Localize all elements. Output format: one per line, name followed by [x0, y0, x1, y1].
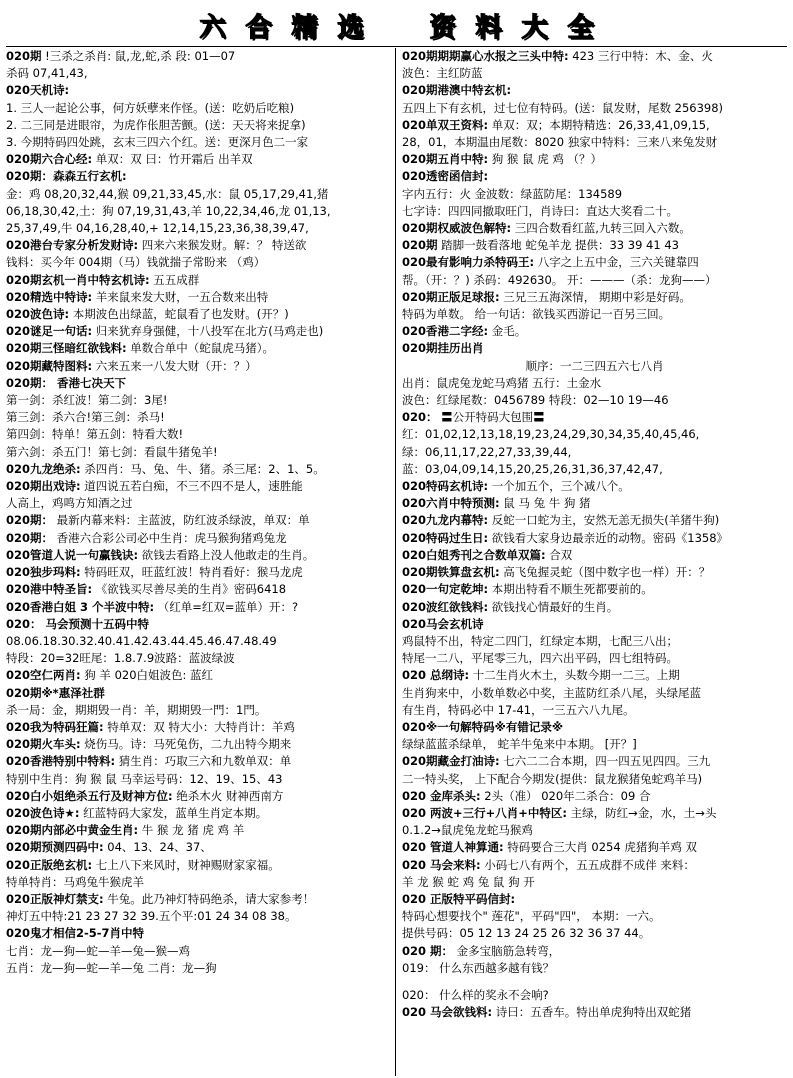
line-heading: 020空仁两肖:	[6, 668, 81, 683]
line-text: 牛兔。此乃神灯特码绝杀，请大家参考！	[103, 891, 315, 906]
line-text: 三四合数看红蓝,九转三回入六数。	[511, 221, 691, 236]
line-text: 羊 龙 猴 蛇 鸡 兔 鼠 狗 开	[402, 874, 535, 889]
line-text: 3. 今期特码四处跳，玄末三四六个红。送：更深月色二一家	[6, 135, 309, 150]
line-text: 波色：主红防蓝	[402, 66, 483, 81]
right-column-line	[402, 667, 787, 684]
right-column-line	[402, 168, 787, 185]
left-column-line	[6, 874, 391, 891]
left-column-line	[6, 753, 391, 770]
line-text: 道四说五若白痴，不三不四不是人，速胜能	[80, 479, 303, 494]
right-column-line	[402, 736, 787, 753]
right-column-line	[402, 444, 787, 461]
line-text: 单数合单中（蛇鼠虎马猪）。	[126, 341, 275, 356]
line-heading: 020： 马会预测十五码中特	[6, 616, 150, 631]
line-text: 提供号码：05 12 13 24 25 26 32 36 37 44。	[402, 926, 651, 941]
line-heading: 020 总纲诗:	[402, 668, 470, 683]
line-text: 有生肖，特码必中 17-41，一三五六八九尾。	[402, 702, 635, 717]
right-column-line	[402, 323, 787, 340]
line-text: 十二生肖火木土，头数今期一二三。上期	[469, 668, 680, 683]
line-text: 第三剑：杀六合!第三剑：杀马!	[6, 410, 165, 425]
line-text: 三兄三五海深情， 期期中彩是好码。	[499, 289, 691, 304]
right-column-line	[402, 925, 787, 942]
right-column-line	[402, 100, 787, 117]
line-text: 羊来鼠来发大财，一五合数来出特	[92, 289, 269, 304]
left-column-line	[6, 203, 391, 220]
line-text: 猜生肖：巧取三六和九数单双：单	[115, 754, 292, 769]
left-column-line	[6, 375, 391, 392]
line-text: 踏脚一鼓看落地 蛇兔羊龙 提供：33 39 41 43	[437, 238, 679, 253]
line-heading: 020期期期赢心水报之三头中特:	[402, 49, 569, 63]
right-column-line	[402, 908, 787, 925]
right-column-line	[402, 220, 787, 237]
left-column-line	[6, 306, 391, 323]
title-character: 全	[567, 12, 594, 43]
line-text: 红：01,02,12,13,18,19,23,24,29,30,34,35,40,45,46,	[402, 427, 700, 442]
left-column-line	[6, 857, 391, 874]
left-column-line	[6, 461, 391, 478]
left-column-line	[6, 667, 391, 684]
line-text: 四来六来猴发财。解：？ 特送欲	[138, 238, 307, 253]
line-text: 1. 三人一起论公事，何方妖孽来作怪。(送：吃奶后吃粮)	[6, 100, 295, 115]
line-heading: 020期港澳中特玄机:	[402, 83, 512, 98]
line-text: 25,37,49,牛 04,16,28,40,+ 12,14,15,23,36,38,39,47,	[6, 221, 309, 236]
line-text: 出肖：鼠虎兔龙蛇马鸡猪 五行：土金水	[402, 375, 602, 390]
right-column-line	[402, 134, 787, 151]
line-text: 小码七八有两个，五五成群不成伴 来料：	[480, 857, 695, 872]
line-text: 香港六合彩公司必中生肖：虎马猴狗猪鸡兔龙	[53, 530, 287, 545]
line-text: 绝杀木火 财神西南方	[172, 788, 284, 803]
line-text: 特码为单数。 给一句话：欲钱买西游记一百另三回。	[402, 307, 671, 322]
right-column-line	[402, 547, 787, 564]
line-text: 金毛。	[488, 324, 527, 339]
line-heading: 020期	[6, 49, 42, 63]
line-text: 合双	[545, 547, 573, 562]
line-text: 生肖狗来中，小数单数必中奖，主蓝防红杀八尾，头绿尾蓝	[402, 685, 701, 700]
line-text: 波色：红绿尾数：0456789 特段：02—10 19—46	[402, 393, 669, 408]
line-heading: 020 马会欲钱料:	[402, 1005, 493, 1020]
right-column-line	[402, 512, 787, 529]
right-column-line	[402, 495, 787, 512]
right-column-line	[402, 151, 787, 168]
line-text: 七肖：龙—狗—蛇—羊—兔—猴—鸡	[6, 943, 190, 958]
left-column-line	[6, 426, 391, 443]
right-column-line	[402, 478, 787, 495]
line-heading: 020透密函信封:	[402, 169, 489, 184]
line-text: 特尾一二八，平尾零三九，四六出平码，四七组特码。	[402, 651, 678, 666]
line-text: 狗 羊 020白姐波色: 蓝红	[80, 668, 214, 683]
line-heading: 020期三怪暗红欲钱料:	[6, 341, 127, 356]
line-text: 杀四肖：马、兔、牛、猪。杀三尾：2、1、5。	[80, 461, 325, 476]
line-heading: 020香港白姐 3 个半波中特:	[6, 599, 155, 614]
line-text: 特段：20=32旺尾：1.8.7.9波路：蓝波绿波	[6, 651, 235, 666]
right-column-line	[402, 82, 787, 99]
line-heading: 020期预测四码中:	[6, 840, 104, 855]
line-text: 五五成群	[149, 272, 200, 287]
line-text: 28，01，本期温由尾数：8020 独家中特料：三来八来兔发财	[402, 135, 718, 150]
line-heading: 020：	[402, 410, 438, 425]
line-heading: 020谜足一句话:	[6, 324, 93, 339]
left-column-line	[6, 289, 391, 306]
right-column-line	[402, 186, 787, 203]
line-text: 08.06.18.30.32.40.41.42.43.44.45.46.47.48.49	[6, 633, 277, 648]
left-column-line	[6, 82, 391, 99]
left-column-line	[6, 633, 391, 650]
left-column-line	[6, 822, 391, 839]
right-column-line	[402, 685, 787, 702]
right-column-line	[402, 771, 787, 788]
right-column-line	[402, 857, 787, 874]
left-column-line	[6, 117, 391, 134]
left-column-line	[6, 547, 391, 564]
left-column-line	[6, 736, 391, 753]
line-heading: 020期藏金打油诗:	[402, 754, 500, 769]
line-text: 金：鸡 08,20,32,44,猴 09,21,33,45,水：鼠 05,17,29,41,猪	[6, 186, 329, 201]
right-column-line	[402, 461, 787, 478]
line-text: 顺序：一二三四五六七八肖	[525, 358, 664, 373]
right-column-line	[402, 272, 787, 289]
right-column-line	[402, 306, 787, 323]
line-heading: 020期： 香港七决天下	[6, 375, 127, 390]
line-text: 本期波色出绿蓝，蛇鼠看了也发财。(开？)	[69, 307, 289, 322]
line-text: 反蛇一口蛇为主，安然无恙无损失(羊猪牛狗)	[488, 513, 720, 528]
right-column-line	[402, 564, 787, 581]
left-column-line	[6, 771, 391, 788]
right-column-line	[402, 839, 787, 856]
right-column-line	[402, 254, 787, 271]
line-text: 主绿，防红→金，水，土→头	[567, 805, 717, 820]
line-text: 单双：双；本期特精选：26,33,41,09,15,	[488, 117, 710, 132]
right-column-line	[402, 392, 787, 409]
line-text: 杀一局：金，期期毁一肖：羊，期期毁一門：1門。	[6, 702, 267, 717]
line-text: 第六剑：杀五门！第七剑：看鼠牛猪兔羊!	[6, 444, 218, 459]
line-text: 特单特肖：马鸡兔牛猴虎羊	[6, 874, 144, 889]
right-column-line	[402, 117, 787, 134]
line-text: 杀码 07,41,43,	[6, 66, 88, 81]
line-text: 绿绿蓝蓝杀绿单， 蛇羊牛兔来中本期。 [开？]	[402, 737, 637, 752]
line-text: 鸡鼠特不出，特定二四门，红绿定本期，七配三八出；	[402, 633, 678, 648]
right-column-line	[402, 987, 787, 1004]
line-heading: 020波红欲钱料:	[402, 599, 489, 614]
right-column-line	[402, 650, 787, 667]
title-character: 大	[521, 12, 548, 43]
line-text: 七上八下来风时，财神赐财家家福。	[92, 857, 280, 872]
line-text: 2. 二三同是进眼帘，为虎作伥胆苦颤。(送：天天将来捉拿)	[6, 117, 306, 132]
line-heading: 020港中特圣旨:	[6, 582, 93, 597]
line-text: 烧伤马。诗：马死兔伤，二九出特今期来	[80, 737, 292, 752]
right-column-line	[402, 289, 787, 306]
left-column-line	[6, 650, 391, 667]
line-text: 鼠 马 兔 牛 狗 猪	[499, 496, 591, 511]
left-column-line	[6, 839, 391, 856]
left-column-line	[6, 272, 391, 289]
line-heading: 020管道人说一句赢钱诀:	[6, 547, 139, 562]
line-heading: 020正版神灯禁支:	[6, 891, 104, 906]
left-column-line	[6, 134, 391, 151]
right-column-line	[402, 805, 787, 822]
line-text: （红单=红双=蓝单）开：?	[154, 599, 299, 614]
line-heading: 020期：	[6, 530, 54, 545]
line-heading: 020波色诗:	[6, 307, 70, 322]
right-column-line	[402, 960, 787, 977]
line-heading: 020港台专家分析发财诗:	[6, 238, 139, 253]
line-heading: 020白姐秀刊之合数单双篇:	[402, 547, 546, 562]
right-column-line	[402, 48, 787, 65]
left-column-line	[6, 340, 391, 357]
line-text: 特码旺双，旺蓝红波！特肖看好：猴马龙虎	[80, 565, 303, 580]
left-column-line	[6, 564, 391, 581]
line-heading: 020特码过生日:	[402, 530, 489, 545]
left-column-line	[6, 48, 391, 65]
line-text: 红蓝特码大家发，蓝单生肖定本期。	[79, 805, 268, 820]
line-heading: 020九龙绝杀:	[6, 461, 81, 476]
line-text: 欲钱找心情最好的生肖。	[488, 599, 619, 614]
line-heading: 020香港二字经:	[402, 324, 489, 339]
title-character: 精	[291, 12, 318, 43]
line-text: 高飞兔握灵蛇（图中数字也一样）开：？	[499, 565, 711, 580]
left-column-line	[6, 616, 391, 633]
right-column-line	[402, 788, 787, 805]
right-column-line	[402, 822, 787, 839]
line-text: 字内五行：火 金波数：绿蓝防尾：134589	[402, 186, 623, 201]
left-column-line	[6, 254, 391, 271]
line-heading: 020天机诗:	[6, 83, 70, 98]
right-column-line	[402, 891, 787, 908]
line-heading: 020香港特别中特料:	[6, 754, 116, 769]
line-text: 《欲钱买尽善尽美的生肖》密码6418	[92, 582, 287, 597]
line-text: 诗曰：五香车。特出单虎狗特出双蛇猪	[492, 1005, 692, 1020]
right-column-line	[402, 237, 787, 254]
line-text: 牛 猴 龙 猪 虎 鸡 羊	[138, 823, 245, 838]
left-column-line	[6, 186, 391, 203]
line-heading: 020期铁算盘玄机:	[402, 565, 500, 580]
line-text: 神灯五中特:21 23 27 32 39.五个平:01 24 34 08 38。	[6, 909, 297, 924]
right-column-line	[402, 616, 787, 633]
line-heading: 020期藏特图料:	[6, 358, 93, 373]
line-text: 欲钱看大家身边最亲近的动物。密码《1358》	[488, 530, 729, 545]
right-column-line	[402, 943, 787, 960]
line-text: 423 三行中特：木、金、火	[568, 49, 713, 63]
line-heading: 020 期：	[402, 943, 454, 958]
line-heading: 020期内部必中黄金生肖:	[6, 823, 139, 838]
left-column-line	[6, 237, 391, 254]
left-column-line	[6, 685, 391, 702]
line-heading: 020期玄机一肖中特玄机诗:	[6, 272, 150, 287]
line-text: 特码心想要找个" 莲花"，平码"四"， 本期：一六。	[402, 909, 661, 924]
left-column-line	[6, 719, 391, 736]
line-text: 归来犹弃身强健，十八投军在北方(马鸡走也)	[92, 324, 324, 339]
line-text: 单双：双 曰：竹开霜后 出羊双	[92, 152, 253, 167]
line-heading: 020精选中特诗:	[6, 289, 93, 304]
title-character: 选	[337, 12, 364, 43]
title-character: 合	[245, 12, 272, 43]
line-heading: 020特码玄机诗:	[402, 479, 489, 494]
line-heading: 020期	[402, 238, 438, 253]
line-text: 04、13、24、37、	[103, 840, 212, 855]
line-text: 蓝：03,04,09,14,15,20,25,26,31,36,37,42,47,	[402, 461, 663, 476]
line-text: 第一剑：杀红波！第二剑：3尾!	[6, 393, 168, 408]
line-text: 狗 猴 鼠 虎 鸡 （？）	[488, 152, 603, 167]
line-text: 最新内幕来料：主蓝波，防红波杀绿波，单双：单	[53, 513, 310, 528]
left-column-line	[6, 358, 391, 375]
left-column-line	[6, 960, 391, 977]
left-column-line	[6, 599, 391, 616]
line-text: 〓公开特码大包围〓	[437, 410, 545, 425]
page-title	[6, 4, 787, 47]
line-text: 绿：06,11,17,22,27,33,39,44,	[402, 444, 572, 459]
right-column-line	[402, 702, 787, 719]
line-heading: 020期权威波色解特:	[402, 221, 512, 236]
title-character: 料	[475, 12, 502, 43]
line-text: 钱料：买今年 004期（马）钱就揣子常盼来 （鸡）	[6, 255, 266, 270]
line-heading: 020最有影响力杀特码王:	[402, 255, 535, 270]
left-column-line	[6, 151, 391, 168]
line-text: 第四剑：特单！第五剑：特看大数!	[6, 427, 184, 442]
line-heading: 020期挂历出肖	[402, 341, 484, 356]
line-heading: 020我为特码狂篇:	[6, 719, 104, 734]
line-heading: 020九龙内幕特:	[402, 513, 489, 528]
left-column-line	[6, 65, 391, 82]
right-column-line	[402, 977, 787, 987]
left-column-line	[6, 805, 391, 822]
line-text: 帮。（开：？) 杀码：492630。 开：———（杀：龙狗——）	[402, 272, 717, 287]
line-text: 06,18,30,42,土：狗 07,19,31,43,羊 10,22,34,46,龙 01,13,	[6, 203, 331, 218]
line-heading: 020独步玛料:	[6, 565, 81, 580]
right-column-line	[402, 599, 787, 616]
left-column-line	[6, 891, 391, 908]
line-heading: 020 金库杀头:	[402, 788, 481, 803]
right-column-line	[402, 719, 787, 736]
right-column-line	[402, 753, 787, 770]
line-heading: 020马会玄机诗	[402, 616, 484, 631]
left-column-line	[6, 220, 391, 237]
line-text: 八字之上五中金，三六关键靠四	[534, 255, 699, 270]
line-text: 七字诗：四四同撤取旺门，肖诗曰：直达大奖看二十。	[402, 203, 678, 218]
left-column-line	[6, 530, 391, 547]
line-text: 0.1.2→鼠虎兔龙蛇马猴鸡	[402, 823, 533, 838]
right-column-line	[402, 530, 787, 547]
line-text: 特别中生肖：狗 猴 鼠 马幸运号码：12、19、15、43	[6, 771, 283, 786]
left-column-line	[6, 943, 391, 960]
left-column-line	[6, 925, 391, 942]
line-heading: 020期火车头:	[6, 737, 81, 752]
right-column-line	[402, 633, 787, 650]
line-heading: 020※一句解特码※有错记录※	[402, 719, 564, 734]
line-text: 金多宝脑筋急转弯，	[453, 943, 561, 958]
line-text: 2头（准） 020年二杀合：09 合	[480, 788, 651, 803]
right-column-line	[402, 426, 787, 443]
left-column-line	[6, 392, 391, 409]
left-column-line	[6, 409, 391, 426]
line-heading: 020期：森森五行玄机:	[6, 169, 127, 184]
title-character: 六	[199, 12, 226, 43]
line-text: 五四上下有玄机，过七位有特码。(送：鼠发财，尾数 256398)	[402, 100, 724, 115]
left-column-line	[6, 168, 391, 185]
right-column	[396, 48, 787, 1076]
line-heading: 020单双王资料:	[402, 117, 489, 132]
left-column-line	[6, 581, 391, 598]
line-heading: 020鬼才相信2-5-7肖中特	[6, 926, 145, 941]
left-column	[6, 48, 396, 1076]
line-heading: 020正版绝玄机:	[6, 857, 93, 872]
line-heading: 020 两波+三行+八肖+中特区:	[402, 805, 568, 820]
line-heading: 020波色诗★:	[6, 805, 80, 820]
line-heading: 020 正版特平码信封:	[402, 891, 516, 906]
line-heading: 020期：	[6, 513, 54, 528]
left-column-line	[6, 444, 391, 461]
line-heading: 020 马会来料:	[402, 857, 481, 872]
line-text: 人高上，鸡鸣方知酒之过	[6, 496, 133, 511]
left-column-line	[6, 512, 391, 529]
right-column-line	[402, 65, 787, 82]
line-text: 欲钱去看路上没人他敢走的生肖。	[138, 547, 315, 562]
right-column-line	[402, 358, 787, 375]
line-heading: 020期※*惠泽社群	[6, 685, 105, 700]
line-heading: 020期六合心经:	[6, 152, 93, 167]
line-heading: 020期五肖中特:	[402, 152, 489, 167]
left-column-line	[6, 788, 391, 805]
line-text: 一个加五个，三个减八个。	[488, 479, 630, 494]
line-text: 本期出特看不顺生死都要前的。	[488, 582, 653, 597]
line-text: 019： 什么东西越多越有钱？	[402, 960, 555, 975]
line-text: 特单双：双 特大小：大特肖计：羊鸡	[103, 719, 295, 734]
right-column-line	[402, 874, 787, 891]
line-heading: 020期正版足球报:	[402, 289, 500, 304]
left-column-line	[6, 100, 391, 117]
line-heading: 020一句定乾坤:	[402, 582, 489, 597]
line-text: 六来五来一八发大财（开：？）	[92, 358, 257, 373]
right-column-line	[402, 581, 787, 598]
right-column-line	[402, 203, 787, 220]
line-text: 二一特头奖， 上下配合今期发(提供：鼠龙猴猪兔蛇鸡羊马)	[402, 771, 703, 786]
line-heading: 020 管道人神算通:	[402, 840, 504, 855]
line-heading: 020白小姐绝杀五行及财神方位:	[6, 788, 173, 803]
right-column-line	[402, 340, 787, 357]
left-column-line	[6, 495, 391, 512]
right-column-line	[402, 1004, 787, 1021]
line-text: 特码要合三大肖 0254 虎猪狗羊鸡 双	[503, 840, 697, 855]
line-text: !三杀之杀肖: 鼠,龙,蛇,杀 段: 01—07	[41, 49, 236, 63]
line-text: 七六二二合本期，四一四五见四四。三九	[499, 754, 711, 769]
left-column-line	[6, 323, 391, 340]
line-heading: 020六肖中特预测:	[402, 496, 500, 511]
line-text: 020： 什么样的奖永不会响?	[402, 987, 549, 1002]
title-character: 资	[429, 12, 456, 43]
right-column-line	[402, 409, 787, 426]
left-column-line	[6, 702, 391, 719]
line-text: 五肖：龙—狗—蛇—羊—兔 二肖：龙—狗	[6, 960, 217, 975]
left-column-line	[6, 478, 391, 495]
left-column-line	[6, 908, 391, 925]
line-heading: 020期出戏诗:	[6, 479, 81, 494]
right-column-line	[402, 375, 787, 392]
